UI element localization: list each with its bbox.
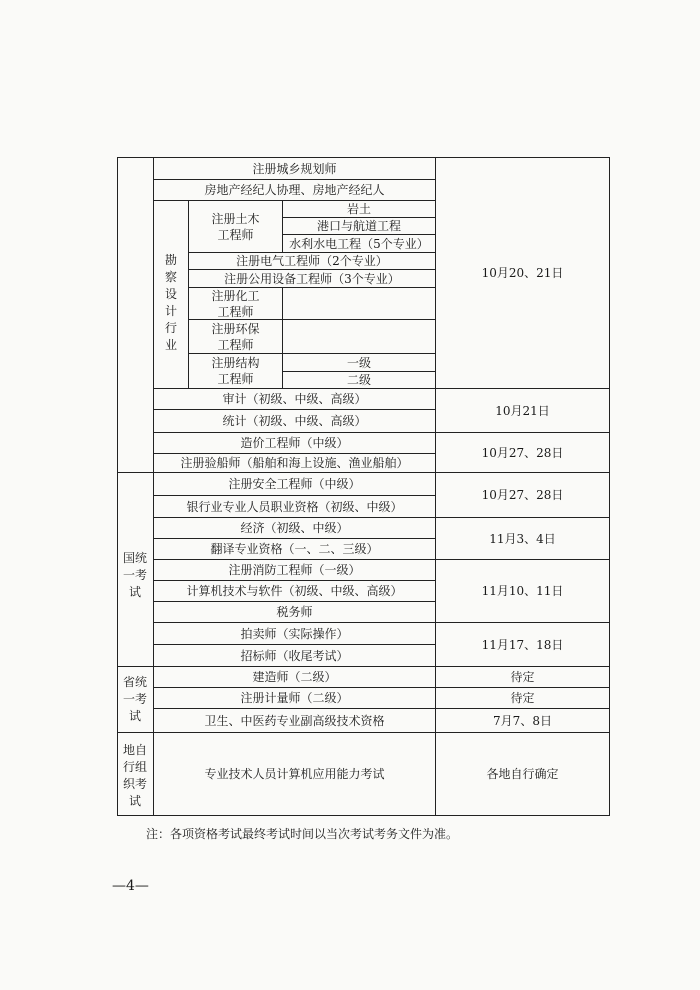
cell-audit: 审计（初级、中级、高级） xyxy=(222,392,367,406)
cell-constructor: 建造师（二级） xyxy=(252,670,337,684)
cell-computer-application-exam: 专业技术人员计算机应用能力考试 xyxy=(204,767,385,781)
cell-ship-surveyor: 注册验船师（船舶和海上设施、渔业船舶） xyxy=(180,456,409,470)
cell-banking-professional: 银行业专业人员职业资格（初级、中级） xyxy=(186,499,403,514)
cell-electrical-engineer: 注册电气工程师（2个专业） xyxy=(236,254,388,268)
cell-economics: 经济（初级、中级） xyxy=(240,521,349,535)
cell-real-estate-agent: 房地产经纪人协理、房地产经纪人 xyxy=(204,183,385,197)
cell-date-oct-27-28-b: 10月27、28日 xyxy=(481,488,564,502)
cell-locally-determined: 各地自行确定 xyxy=(486,767,559,781)
cell-water-conservancy: 水利水电工程（5个专业） xyxy=(289,236,429,251)
cell-structural-engineer: 注册结构工程师 xyxy=(211,356,260,386)
cell-safety-engineer: 注册安全工程师（中级） xyxy=(228,477,361,491)
cell-health-senior-title: 卫生、中医药专业副高级技术资格 xyxy=(204,713,385,728)
cell-level-one: 一级 xyxy=(346,355,371,370)
cell-tbd-a: 待定 xyxy=(510,670,535,684)
cell-auctioneer: 拍卖师（实际操作） xyxy=(240,626,349,641)
cell-date-oct-27-28-a: 10月27、28日 xyxy=(481,445,564,460)
page-number: —4— xyxy=(112,878,149,894)
cell-date-jul-7-8: 7月7、8日 xyxy=(493,713,552,728)
cell-cost-engineer: 造价工程师（中级） xyxy=(240,436,349,450)
cell-date-nov-17-18: 11月17、18日 xyxy=(481,637,564,652)
cell-tax-agent: 税务师 xyxy=(276,605,313,619)
cell-provincial-exam-label: 省统一考试 xyxy=(122,674,147,723)
cell-national-exam-label: 国统一考试 xyxy=(122,550,147,599)
cell-computer-software: 计算机技术与软件（初级、中级、高级） xyxy=(186,584,403,598)
cell-translation: 翻译专业资格（一、二、三级） xyxy=(210,542,379,556)
cell-chemical-engineer: 注册化工工程师 xyxy=(211,288,260,319)
cell-survey-design-industry: 勘察设计行业 xyxy=(164,253,177,352)
cell-tbd-b: 待定 xyxy=(510,691,535,705)
cell-bidding-agent: 招标师（收尾考试） xyxy=(240,648,349,663)
footnote: 注：各项资格考试最终考试时间以当次考试考务文件为准。 xyxy=(146,827,459,841)
cell-geotechnical: 岩土 xyxy=(346,202,371,216)
cell-utility-equipment-engineer: 注册公用设备工程师（3个专业） xyxy=(224,271,400,286)
cell-statistics: 统计（初级、中级、高级） xyxy=(222,414,367,428)
cell-date-nov-3-4: 11月3、4日 xyxy=(489,531,556,546)
cell-date-nov-10-11: 11月10、11日 xyxy=(481,584,564,598)
cell-fire-engineer: 注册消防工程师（一级） xyxy=(228,563,361,577)
cell-level-two: 二级 xyxy=(346,373,371,387)
cell-date-oct-21: 10月21日 xyxy=(495,403,550,418)
cell-civil-engineer: 注册土木工程师 xyxy=(211,211,260,242)
cell-metrologist: 注册计量师（二级） xyxy=(240,691,349,705)
cell-environmental-engineer: 注册环保工程师 xyxy=(211,321,260,352)
cell-date-oct-20-21: 10月20、21日 xyxy=(481,266,564,280)
cell-urban-planner: 注册城乡规划师 xyxy=(252,161,337,176)
cell-local-exam-label: 地自行组织考试 xyxy=(122,743,147,808)
cell-port-waterway: 港口与航道工程 xyxy=(316,219,401,233)
